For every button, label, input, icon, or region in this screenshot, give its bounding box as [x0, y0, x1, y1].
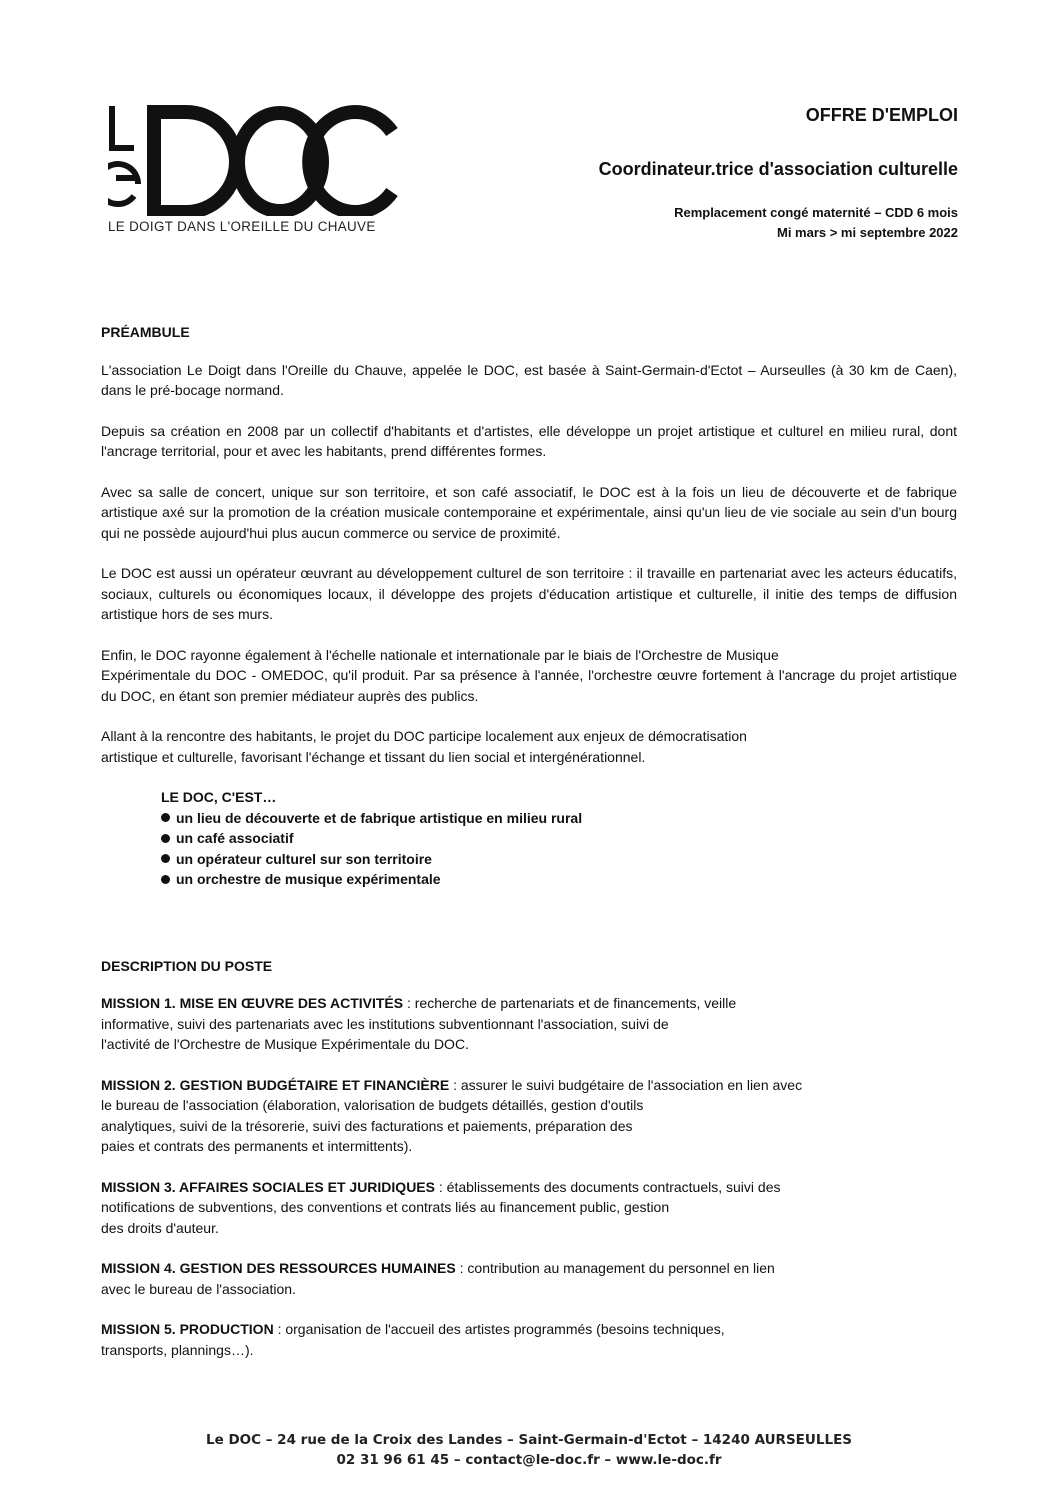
- offer-title: OFFRE D'EMPLOI: [805, 105, 958, 125]
- preambule-paragraph-5: [101, 645, 957, 707]
- mission-text: paies et contrats des permanents et intermittents).: [101, 1138, 413, 1154]
- mission-text: : établissements des documents contractuels, suivi des: [434, 1178, 781, 1195]
- mission-text: des droits d'auteur.: [101, 1219, 219, 1236]
- contract-period: Mi mars > mi septembre 2022: [776, 225, 958, 240]
- bullet-icon: [161, 875, 170, 884]
- list-item: [161, 828, 957, 849]
- mission-label: MISSION 3. AFFAIRES SOCIALES ET JURIDIQUES: [101, 1178, 435, 1195]
- preambule-paragraph-6-line-2: artistique et culturelle, favorisant l'échange et tissant du lien social et intergénérationnel.: [101, 748, 646, 765]
- job-title: Coordinateur.trice d'association culturelle: [598, 159, 958, 179]
- mission-text: : assurer le suivi budgétaire de l'association en lien avec: [449, 1076, 803, 1093]
- preambule-paragraph-5-line-1: Enfin, le DOC rayonne également à l'échelle nationale et internationale par le biais de l'Orchestre de Musique: [101, 646, 779, 663]
- mission-text: le bureau de l'association (élaboration, valorisation de budgets détaillés, gestion d'outils: [101, 1097, 644, 1113]
- mission-3: [101, 1177, 957, 1239]
- contract-type: Remplacement congé maternité – CDD 6 mois: [674, 205, 958, 220]
- list-item-text: un café associatif: [176, 830, 294, 846]
- list-item: [161, 849, 957, 870]
- preambule-paragraph-4: Le DOC est aussi un opérateur œuvrant au développement culturel de son territoire : il travaille en partenariat avec les acteurs éducatifs, sociaux, culturels ou économiques locaux, il développe des projets d'éducation artistique et culturelle, il initie des temps de diffusion artistique hors de ses murs.: [101, 565, 957, 622]
- mission-2: [101, 1075, 957, 1157]
- mission-4: [101, 1258, 957, 1299]
- bullet-icon: [161, 813, 170, 822]
- mission-label: MISSION 1. MISE EN ŒUVRE DES ACTIVITÉS: [101, 995, 404, 1011]
- mission-text: notifications de subventions, des conventions et contrats liés au financement public, gestion: [101, 1199, 670, 1215]
- mission-text: analytiques, suivi de la trésorerie, suivi des facturations et paiements, préparation des: [101, 1117, 633, 1134]
- list-item-text: un orchestre de musique expérimentale: [176, 871, 441, 887]
- preambule-heading: PRÉAMBULE: [101, 324, 190, 340]
- ledoc-logo: [108, 104, 400, 236]
- preambule-paragraph-6: [101, 726, 957, 767]
- preambule-paragraph-6-line-1: Allant à la rencontre des habitants, le projet du DOC participe localement aux enjeux de démocratisation: [101, 728, 747, 744]
- logo-tagline: LE DOIGT DANS L'OREILLE DU CHAUVE: [108, 219, 376, 234]
- list-item: [161, 869, 957, 890]
- mission-text: : contribution au management du personnel en lien: [455, 1260, 775, 1276]
- mission-1: [101, 993, 957, 1055]
- preambule-paragraph-1: L'association Le Doigt dans l'Oreille du Chauve, appelée le DOC, est basée à Saint-Germain-d'Ectot – Aurseulles (à 30 km de Caen), dans le pré-bocage normand.: [101, 361, 957, 398]
- mission-text: informative, suivi des partenariats avec les institutions subventionnant l'association, suivi de: [101, 1015, 669, 1032]
- bullet-icon: [161, 834, 170, 843]
- main-content: [101, 322, 957, 1380]
- mission-text: : recherche de partenariats et de financements, veille: [403, 995, 737, 1011]
- mission-label: MISSION 5. PRODUCTION: [101, 1321, 274, 1337]
- footer-contact: 02 31 96 61 45 – contact@le-doc.fr – www.le-doc.fr: [336, 1452, 722, 1468]
- list-item-text: un opérateur culturel sur son territoire: [176, 850, 432, 867]
- list-title: LE DOC, C'EST…: [161, 789, 277, 805]
- footer-address: Le DOC – 24 rue de la Croix des Landes – Saint-Germain-d'Ectot – 14240 AURSEULLES: [205, 1432, 853, 1448]
- bullet-icon: [161, 854, 170, 863]
- list-item-text: un lieu de découverte et de fabrique artistique en milieu rural: [176, 809, 583, 826]
- le-doc-cest-list: [161, 787, 957, 890]
- mission-text: avec le bureau de l'association.: [101, 1280, 296, 1297]
- mission-label: MISSION 4. GESTION DES RESSOURCES HUMAINES: [101, 1260, 456, 1276]
- description-heading: DESCRIPTION DU POSTE: [101, 957, 273, 974]
- preambule-paragraph-3: Avec sa salle de concert, unique sur son territoire, et son café associatif, le DOC est à la fois un lieu de découverte et de fabrique artistique axé sur la promotion de la création musicale contemporaine et expérimentale, ainsi qu'un lieu de vie sociale au sein d'un bourg qui ne possède aujourd'hui plus aucun commerce ou service de proximité.: [101, 483, 957, 541]
- mission-5: [101, 1319, 957, 1360]
- mission-text: : organisation de l'accueil des artistes programmés (besoins techniques,: [273, 1321, 725, 1337]
- list-item: [161, 808, 957, 829]
- preambule-paragraph-2: Depuis sa création en 2008 par un collectif d'habitants et d'artistes, elle développe un projet artistique et culturel en milieu rural, dont l'ancrage territorial, pour et avec les habitants, prend différentes formes.: [101, 422, 957, 459]
- mission-text: transports, plannings…).: [101, 1341, 254, 1358]
- ledoc-logo-mark: [108, 104, 400, 216]
- preambule-paragraph-5-rest: Expérimentale du DOC - OMEDOC, qu'il produit. Par sa présence à l'année, l'orchestre œuvre fortement à l'ancrage du projet artistique du DOC, en étant son premier médiateur auprès des publics.: [101, 667, 957, 704]
- mission-label: MISSION 2. GESTION BUDGÉTAIRE ET FINANCIÈRE: [101, 1076, 450, 1093]
- mission-text: l'activité de l'Orchestre de Musique Expérimentale du DOC.: [101, 1036, 469, 1052]
